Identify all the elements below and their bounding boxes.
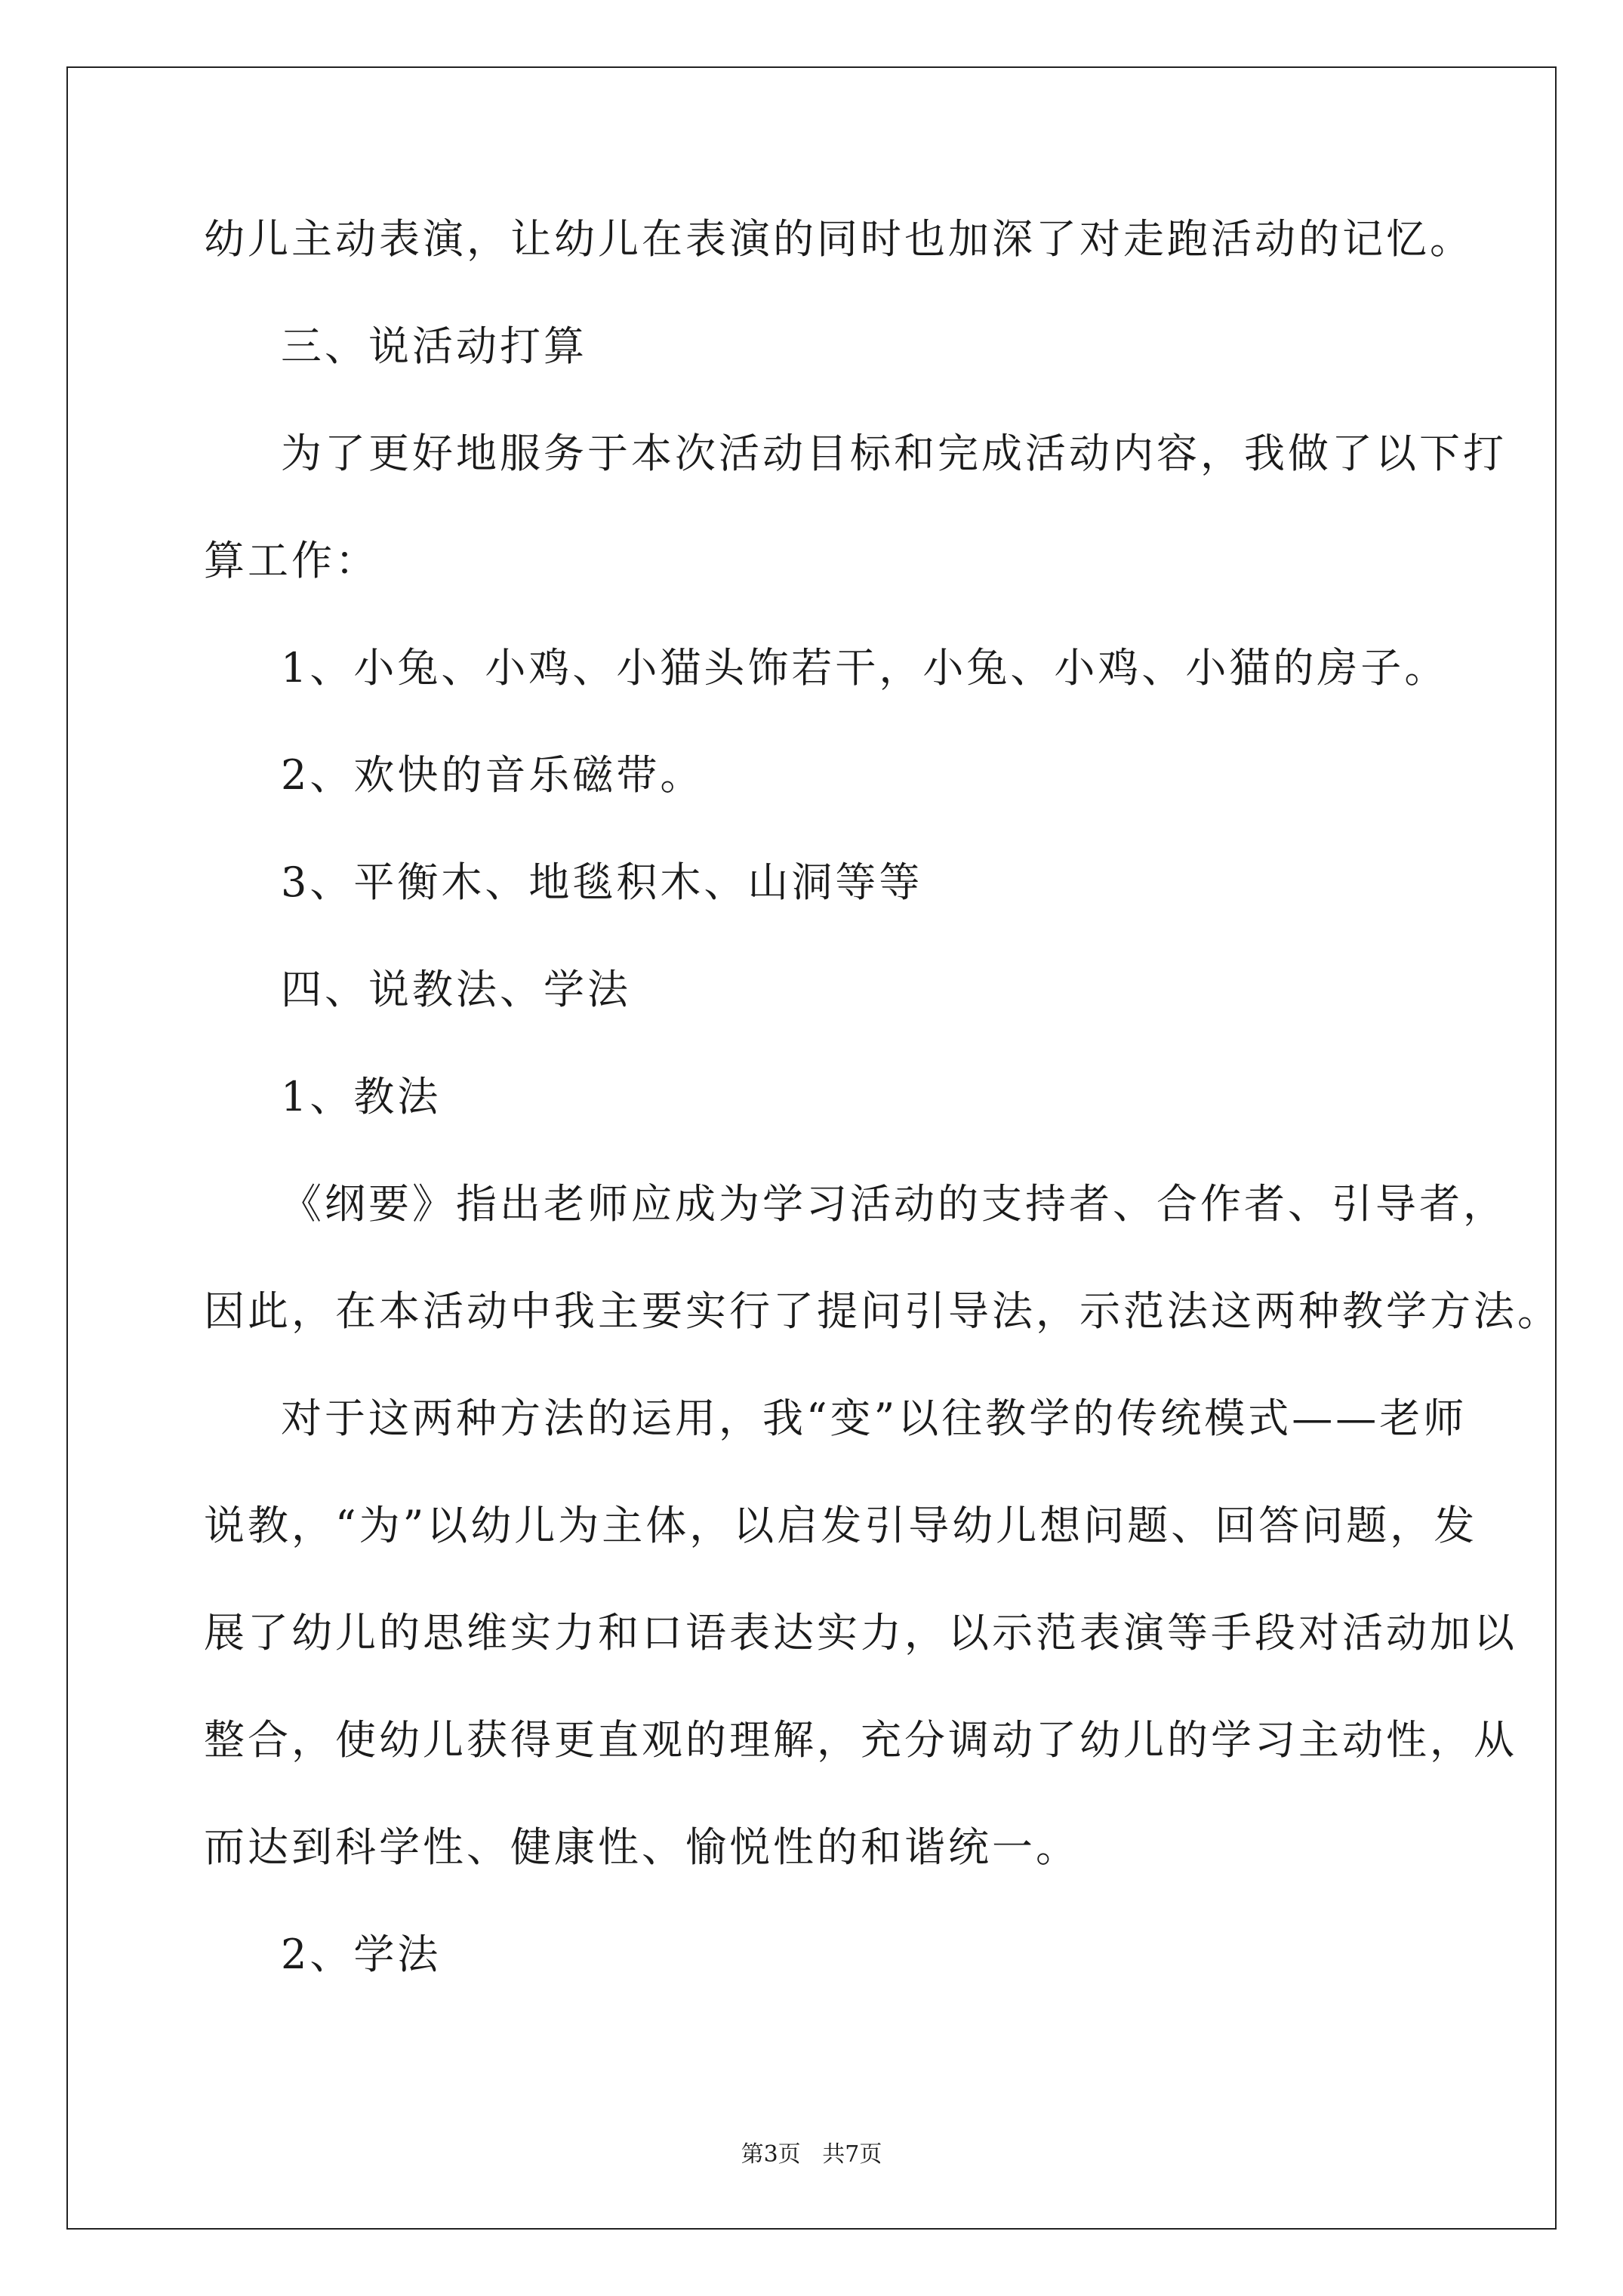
body-line-16: 而达到科学性、健康性、愉悦性的和谐统一。	[204, 1823, 1079, 1871]
subheading-teaching-method: 1、教法	[281, 1073, 442, 1120]
page-border	[66, 66, 1557, 2230]
body-line-13: 说教，“为”以幼儿为主体，以启发引导幼儿想问题、回答问题，发	[204, 1502, 1478, 1549]
section-heading-3: 三、说活动打算	[281, 322, 587, 370]
body-line-10: 《纲要》指出老师应成为学习活动的支持者、合作者、引导者，	[281, 1180, 1507, 1228]
list-item-3: 3、平衡木、地毯积木、山洞等等	[281, 858, 923, 906]
body-line-4: 算工作：	[204, 537, 379, 584]
list-item-1: 1、小兔、小鸡、小猫头饰若干，小兔、小鸡、小猫的房子。	[281, 644, 1449, 692]
list-item-2: 2、欢快的音乐磁带。	[281, 751, 704, 799]
subheading-learning-method: 2、学法	[281, 1931, 442, 1978]
body-line-1: 幼儿主动表演，让幼儿在表演的同时也加深了对走跑活动的记忆。	[204, 215, 1474, 263]
body-line-15: 整合，使幼儿获得更直观的理解，充分调动了幼儿的学习主动性，从	[204, 1716, 1517, 1764]
page-number-footer: 第3页 共7页	[741, 2141, 882, 2168]
body-line-14: 展了幼儿的思维实力和口语表达实力，以示范表演等手段对活动加以	[204, 1609, 1517, 1657]
section-heading-4: 四、说教法、学法	[281, 966, 631, 1013]
body-line-11: 因此，在本活动中我主要实行了提问引导法，示范法这两种教学方法。	[204, 1287, 1561, 1335]
body-line-3: 为了更好地服务于本次活动目标和完成活动内容，我做了以下打	[281, 430, 1507, 477]
body-line-12: 对于这两种方法的运用，我“变”以往教学的传统模式——老师	[281, 1395, 1467, 1442]
